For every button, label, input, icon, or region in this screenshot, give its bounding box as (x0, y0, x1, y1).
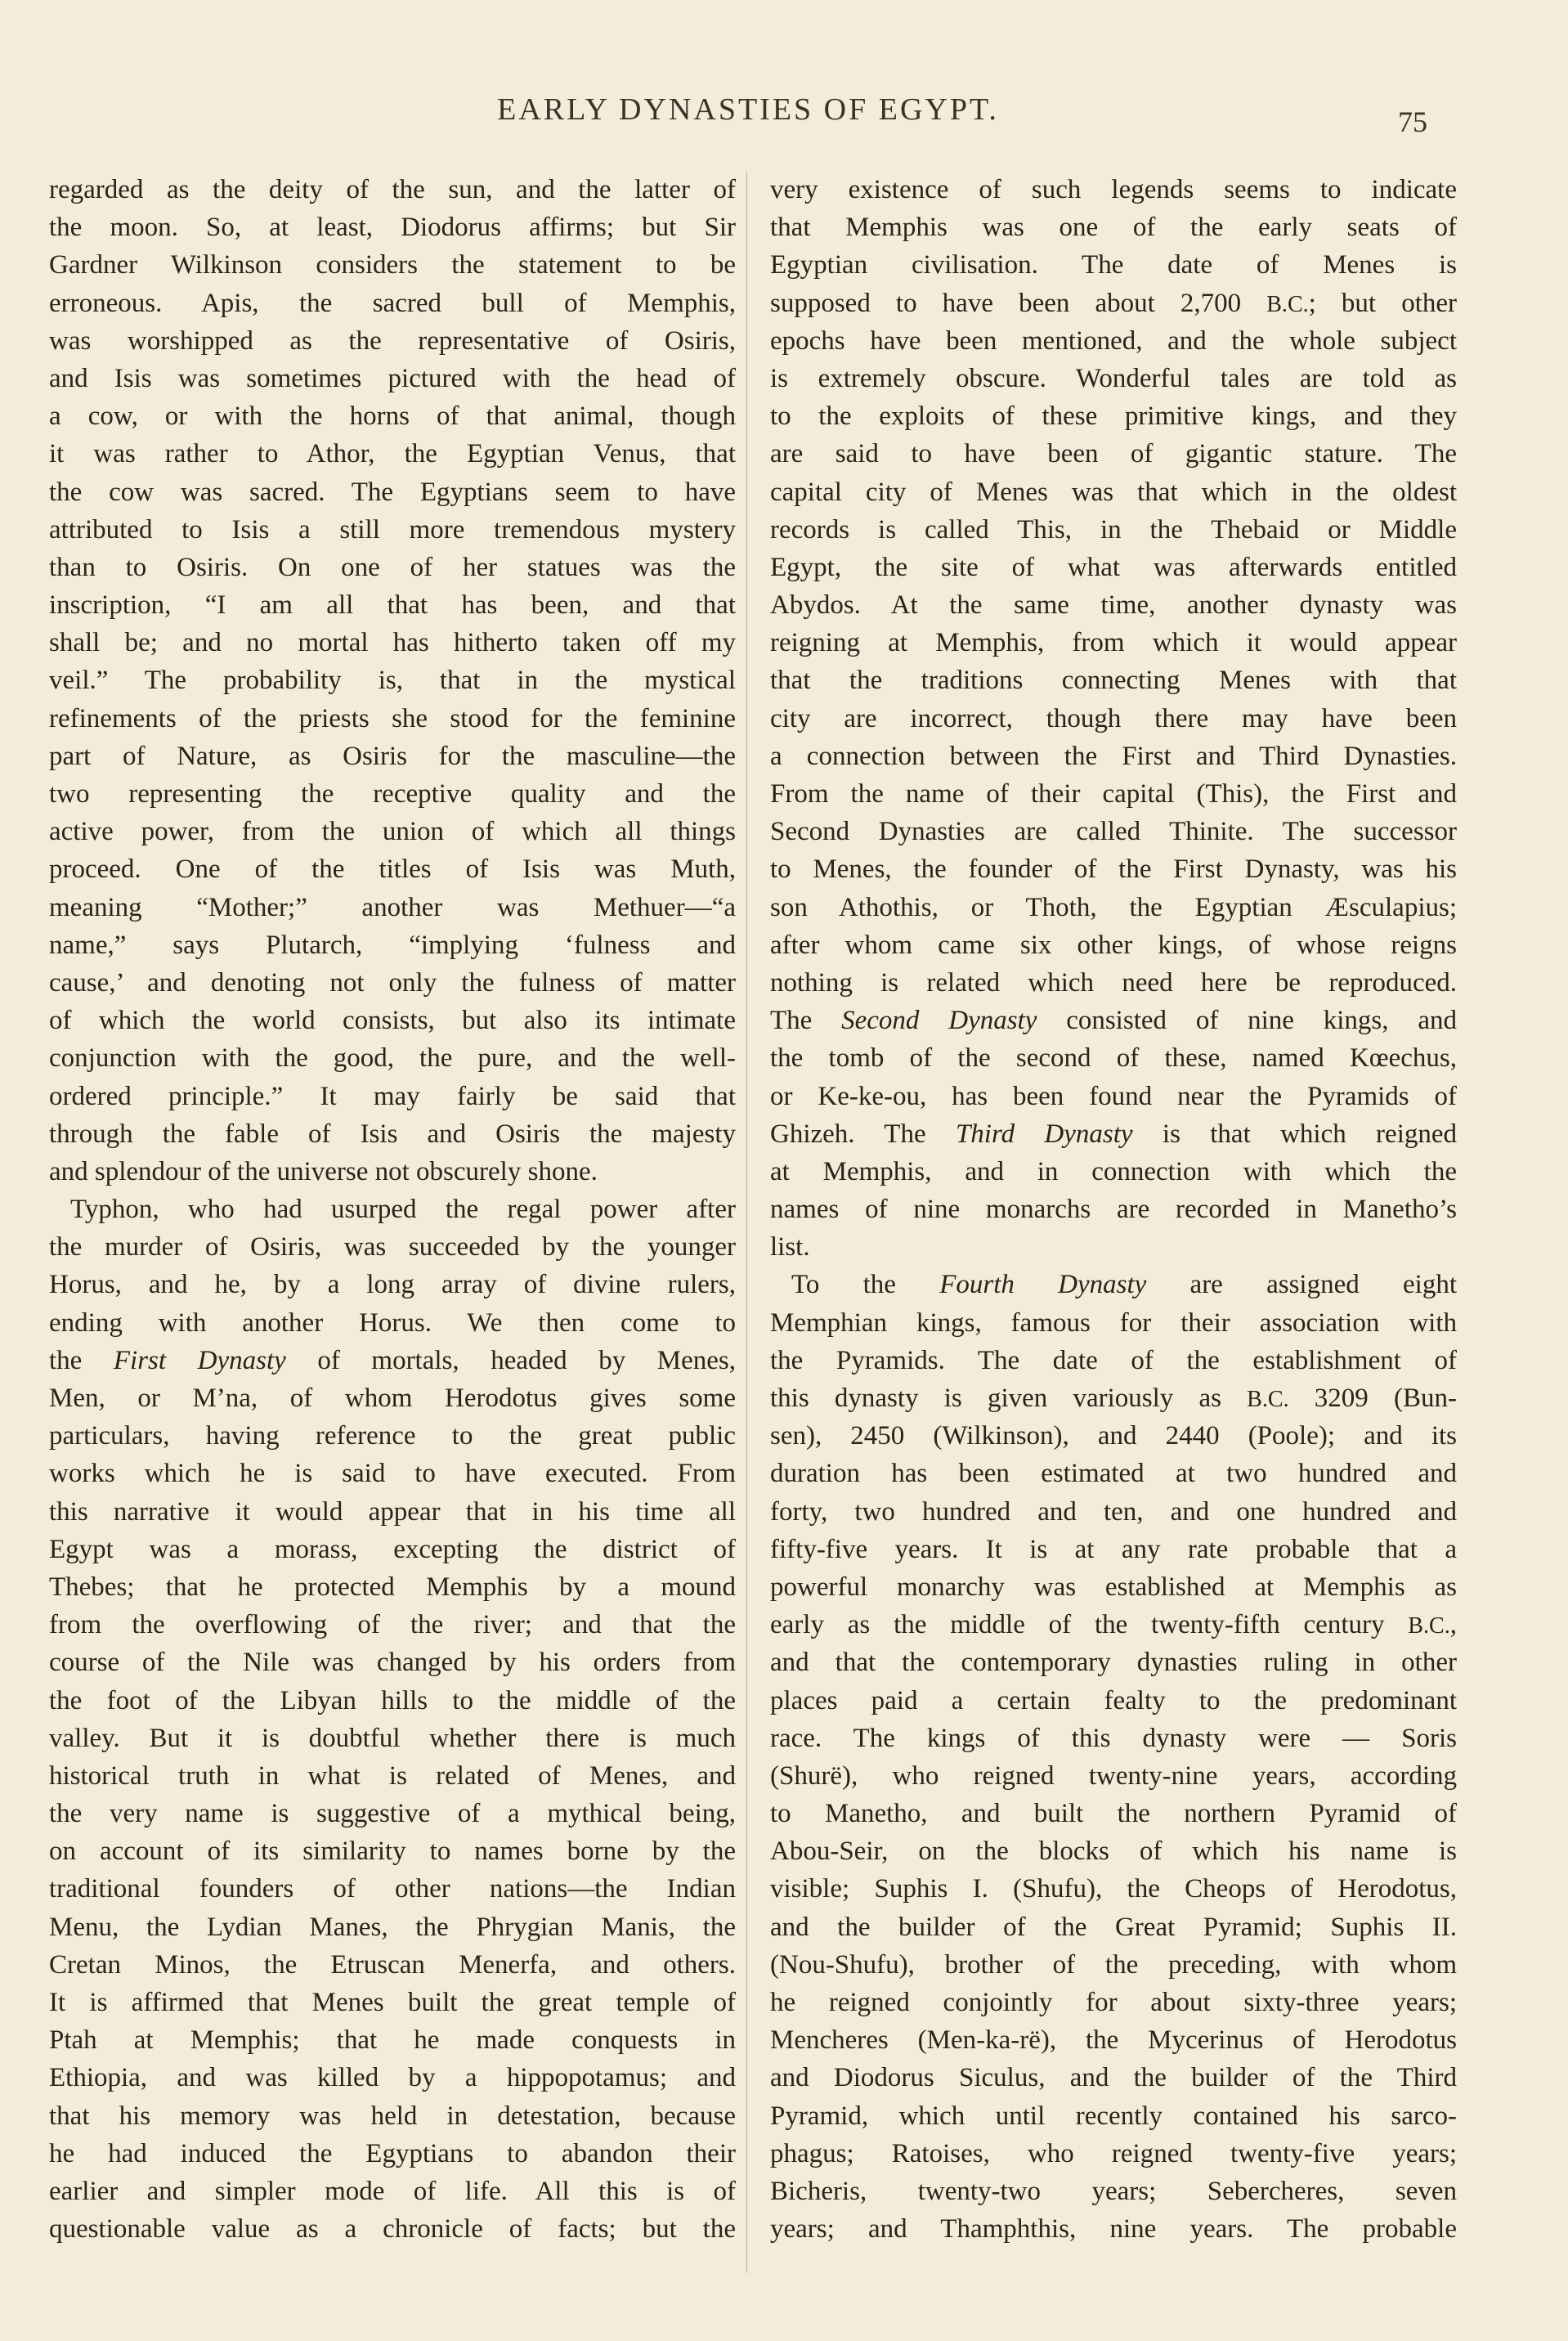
text-line: this dynasty is given variously as B.C. 3209 (Bun- (770, 1384, 1457, 1413)
text-line: a cow, or with the horns of that animal, though (49, 401, 736, 432)
text-line: and splendour of the universe not obscurely shone. (49, 1156, 598, 1186)
text-line: at Memphis, and in connection with which the (770, 1156, 1457, 1186)
text-line: It is affirmed that Menes built the great temple of (49, 1988, 736, 2017)
text-line: duration has been estimated at two hundred and (770, 1459, 1457, 1489)
text-line: ordered principle.” It may fairly be said that (49, 1081, 736, 1111)
text-line: and the builder of the Great Pyramid; Suphis II. (770, 1912, 1457, 1942)
text-line: on account of its similarity to names borne by the (49, 1836, 736, 1867)
text-line: part of Nature, as Osiris for the masculine—the (49, 741, 736, 771)
text-line: Typhon, who had usurped the regal power after (70, 1195, 736, 1225)
text-line: Mencheres (Men-ka-rë), the Mycerinus of Herodotus (770, 2025, 1457, 2056)
text-line: nothing is related which need here be reproduced. (770, 967, 1457, 998)
text-line: traditional founders of other nations—the Indian (49, 1874, 736, 1904)
text-line: places paid a certain fealty to the predominant (770, 1685, 1457, 1715)
text-line: visible; Suphis I. (Shufu), the Cheops of Herodotus, (770, 1874, 1457, 1904)
text-line: Pyramid, which until recently contained his sarco- (770, 2101, 1457, 2131)
text-line: Horus, and he, by a long array of divine rulers, (49, 1270, 736, 1300)
text-line: epochs have been mentioned, and the whole subject (770, 325, 1457, 356)
text-line: Ethiopia, and was killed by a hippopotamus; and (49, 2063, 736, 2093)
text-line: the cow was sacred. The Egyptians seem to have (49, 477, 736, 507)
text-line: that the traditions connecting Menes with that (770, 666, 1457, 696)
text-line: conjunction with the good, the pure, and the well- (49, 1043, 736, 1074)
text-line: the tomb of the second of these, named Kœechus, (770, 1043, 1457, 1074)
text-line: Memphian kings, famous for their association with (770, 1307, 1457, 1338)
text-line: he had induced the Egyptians to abandon their (49, 2138, 736, 2168)
text-line: and that the contemporary dynasties ruling in other (770, 1648, 1457, 1678)
text-line: list. (770, 1232, 810, 1262)
text-line: the very name is suggestive of a mythical being, (49, 1799, 736, 1829)
text-line: fifty-five years. It is at any rate probable that a (770, 1534, 1457, 1564)
text-line: meaning “Mother;” another was Methuer—“a (49, 892, 736, 922)
text-line: of which the world consists, but also its intimate (49, 1006, 736, 1036)
text-line: reigning at Memphis, from which it would appear (770, 628, 1457, 658)
text-line: city are incorrect, though there may have been (770, 703, 1457, 733)
text-line: Gardner Wilkinson considers the statement to be (49, 250, 736, 280)
text-line: the murder of Osiris, was succeeded by the younger (49, 1232, 736, 1262)
text-line: questionable value as a chronicle of facts; but the (49, 2214, 736, 2245)
column-divider (746, 172, 747, 2273)
text-line: shall be; and no mortal has hitherto taken off my (49, 628, 736, 658)
text-line: very existence of such legends seems to indicate (770, 175, 1457, 204)
text-line: the moon. So, at least, Diodorus affirms; but Sir (49, 213, 736, 243)
text-line: years; and Thamphthis, nine years. The probable (770, 2214, 1457, 2245)
text-line: refinements of the priests she stood for the feminine (49, 703, 736, 733)
text-line: Cretan Minos, the Etruscan Menerfa, and others. (49, 1949, 736, 1980)
text-line: works which he is said to have executed. From (49, 1459, 736, 1489)
text-line: Egypt, the site of what was afterwards entitled (770, 552, 1457, 582)
text-line: Menu, the Lydian Manes, the Phrygian Manis, the (49, 1912, 736, 1942)
text-line: to the exploits of these primitive kings, and they (770, 401, 1457, 432)
text-line: Ghizeh. The Third Dynasty is that which reigned (770, 1119, 1458, 1149)
text-line: name,” says Plutarch, “implying ‘fulness and (49, 930, 736, 960)
text-line: powerful monarchy was established at Memphis as (770, 1572, 1457, 1602)
text-line: he reigned conjointly for about sixty-three years; (770, 1988, 1457, 2017)
text-line: Thebes; that he protected Memphis by a mound (49, 1572, 736, 1602)
text-line: after whom came six other kings, of whose reigns (770, 930, 1457, 960)
text-line: cause,’ and denoting not only the fulness of matter (49, 967, 736, 998)
left-column (49, 171, 736, 2248)
text-line: was worshipped as the representative of Osiris, (49, 325, 736, 356)
text-line: (Nou-Shufu), brother of the preceding, with whom (770, 1949, 1457, 1980)
text-line: proceed. One of the titles of Isis was Muth, (49, 854, 736, 885)
text-line: (Shurë), who reigned twenty-nine years, according (770, 1760, 1457, 1791)
text-line: Egypt was a morass, excepting the district of (49, 1534, 736, 1564)
text-line: phagus; Ratoises, who reigned twenty-five years; (770, 2138, 1457, 2168)
text-line: son Athothis, or Thoth, the Egyptian Æsculapius; (770, 892, 1457, 922)
text-line: names of nine monarchs are recorded in Manetho’s (770, 1195, 1457, 1225)
text-line: from the overflowing of the river; and that the (49, 1610, 736, 1640)
text-line: are said to have been of gigantic stature. The (770, 439, 1457, 469)
text-line: or Ke-ke-ou, has been found near the Pyramids of (770, 1081, 1457, 1111)
text-line: is extremely obscure. Wonderful tales are told as (770, 363, 1457, 393)
text-line: historical truth in what is related of Menes, and (49, 1760, 736, 1791)
text-line: attributed to Isis a still more tremendous mystery (49, 514, 736, 545)
text-line: to Menes, the founder of the First Dynasty, was his (770, 854, 1457, 885)
text-line: veil.” The probability is, that in the mystical (49, 666, 736, 696)
text-line: Ptah at Memphis; that he made conquests in (49, 2025, 736, 2056)
text-line: the First Dynasty of mortals, headed by Menes, (49, 1345, 736, 1375)
text-line: inscription, “I am all that has been, and that (49, 590, 736, 621)
text-line: than to Osiris. On one of her statues was the (49, 552, 736, 582)
text-line: it was rather to Athor, the Egyptian Venus, that (49, 439, 736, 469)
text-line: To the Fourth Dynasty are assigned eight (791, 1270, 1457, 1300)
text-line: through the fable of Isis and Osiris the majesty (49, 1119, 736, 1149)
text-line: regarded as the deity of the sun, and the latter of (49, 175, 736, 204)
text-line: capital city of Menes was that which in the oldest (770, 477, 1457, 507)
text-line: The Second Dynasty consisted of nine kings, and (770, 1006, 1457, 1036)
text-line: valley. But it is doubtful whether there is much (49, 1723, 736, 1753)
text-line: the Pyramids. The date of the establishment of (770, 1345, 1457, 1375)
text-line: Abou-Seir, on the blocks of which his name is (770, 1836, 1457, 1867)
text-line: particulars, having reference to the great public (49, 1421, 736, 1451)
text-line: Men, or M’na, of whom Herodotus gives some (49, 1384, 736, 1413)
text-line: forty, two hundred and ten, and one hundred and (770, 1496, 1457, 1527)
text-line: and Isis was sometimes pictured with the head of (49, 363, 736, 393)
text-line: and Diodorus Siculus, and the builder of the Third (770, 2063, 1457, 2093)
text-line: Second Dynasties are called Thinite. The successor (770, 817, 1457, 847)
text-line: the foot of the Libyan hills to the middle of the (49, 1685, 736, 1715)
text-line: sen), 2450 (Wilkinson), and 2440 (Poole); and its (770, 1421, 1457, 1451)
text-line: that Memphis was one of the early seats of (770, 213, 1457, 243)
text-line: Bicheris, twenty-two years; Sebercheres, seven (770, 2176, 1457, 2206)
right-column (770, 171, 1457, 2248)
text-line: ending with another Horus. We then come to (49, 1307, 736, 1338)
running-head: EARLY DYNASTIES OF EGYPT. (497, 92, 999, 127)
text-line: this narrative it would appear that in his time all (49, 1496, 736, 1527)
text-line: early as the middle of the twenty-fifth century B.C., (770, 1610, 1457, 1640)
text-line: course of the Nile was changed by his orders from (49, 1648, 736, 1678)
text-line: active power, from the union of which all things (49, 817, 736, 847)
page-header (0, 92, 1568, 141)
page-number: 75 (1398, 105, 1427, 138)
text-line: that his memory was held in detestation, because (49, 2101, 736, 2131)
text-line: supposed to have been about 2,700 B.C.; but other (770, 288, 1457, 318)
text-line: earlier and simpler mode of life. All this is of (49, 2176, 736, 2206)
text-line: records is called This, in the Thebaid or Middle (770, 514, 1457, 545)
text-line: race. The kings of this dynasty were — Soris (770, 1723, 1457, 1753)
text-line: Egyptian civilisation. The date of Menes is (770, 250, 1457, 280)
text-line: to Manetho, and built the northern Pyramid of (770, 1799, 1457, 1829)
text-line: From the name of their capital (This), the First and (770, 779, 1457, 809)
text-line: two representing the receptive quality and the (49, 779, 736, 809)
text-line: erroneous. Apis, the sacred bull of Memphis, (49, 288, 736, 318)
text-line: Abydos. At the same time, another dynasty was (770, 590, 1457, 621)
text-line: a connection between the First and Third Dynasties. (770, 741, 1457, 771)
